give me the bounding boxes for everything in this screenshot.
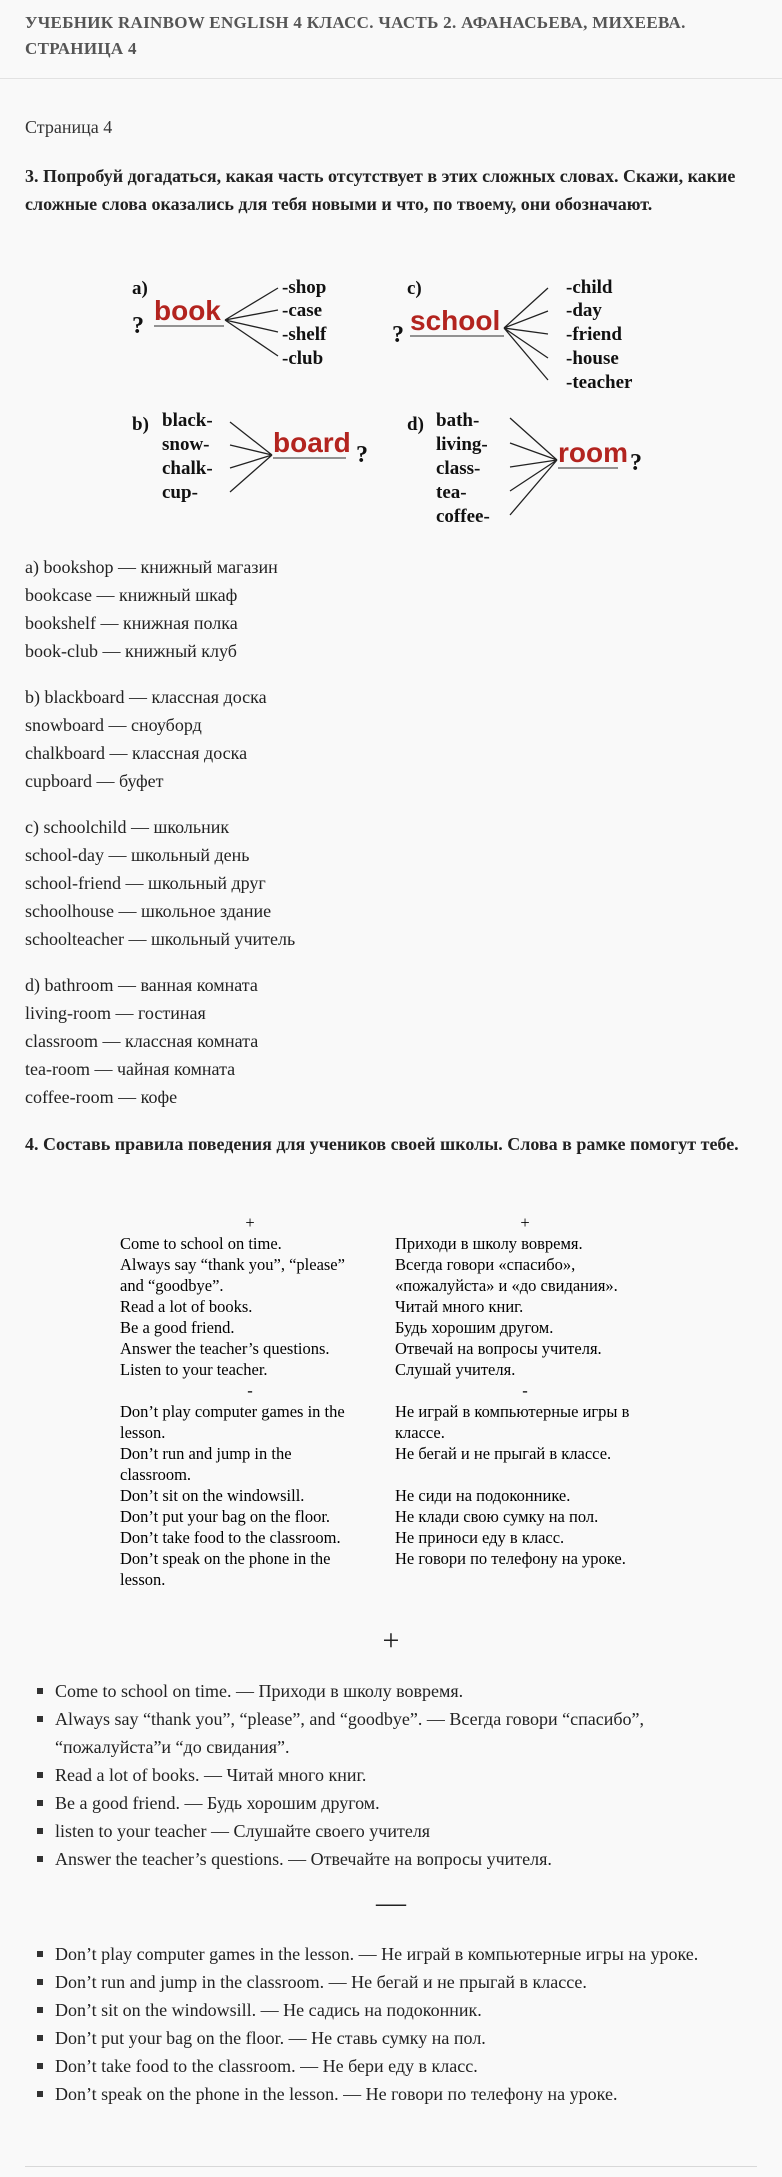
list-item: Don’t play computer games in the lesson. — Не играй в компьютерные игры на уроке.	[55, 1940, 735, 1968]
rule-cell: Не приноси еду в класс.	[395, 1528, 565, 1547]
task-4-heading: 4. Составь правила поведения для учеников своей школы. Слова в рамке помогут тебе.	[25, 1134, 739, 1154]
diagram-d-question-mark: ?	[630, 450, 642, 476]
rule-cell	[395, 1569, 665, 1590]
plus-rules-list	[55, 1677, 735, 1873]
diagram-b-question-mark: ?	[356, 442, 368, 468]
diagram-c-question-mark: ?	[392, 322, 404, 348]
minus-sign: -	[522, 1381, 528, 1400]
rule-cell: Don’t put your bag on the floor.	[120, 1507, 331, 1526]
rules-column-english	[120, 1212, 380, 1590]
rule-cell: and “goodbye”.	[120, 1276, 224, 1295]
diagram-d-letter: d)	[407, 414, 424, 435]
rule-cell: Слушай учителя.	[395, 1360, 516, 1379]
rule-cell: Будь хорошим другом.	[395, 1318, 554, 1337]
answer-line: schoolteacher — школьный учитель	[25, 929, 296, 949]
rule-cell	[395, 1464, 665, 1485]
page-title: УЧЕБНИК RAINBOW ENGLISH 4 КЛАСС. ЧАСТЬ 2. АФАНАСЬЕВА, МИХЕЕВА. СТРАНИЦА 4	[25, 13, 686, 58]
diagram-a-letter: a)	[132, 278, 148, 299]
diagram-b-letter: b)	[132, 414, 149, 435]
diagram-a-root-word: book	[154, 295, 221, 326]
list-item: Don’t run and jump in the classroom. — Не бегай и не прыгай в классе.	[55, 1968, 735, 1996]
list-item: Read a lot of books. — Читай много книг.	[55, 1761, 735, 1789]
diagram-c-part-1: -child	[566, 277, 613, 298]
diagram-d-part-4: tea-	[436, 482, 467, 503]
rule-cell: Приходи в школу вовремя.	[395, 1234, 583, 1253]
list-item: Don’t take food to the classroom. — Не бери еду в класс.	[55, 2052, 735, 2080]
answer-line: bookshelf — книжная полка	[25, 613, 238, 633]
list-item: Be a good friend. — Будь хорошим другом.	[55, 1789, 735, 1817]
plus-sign: +	[520, 1213, 530, 1232]
minus-section-heading: —	[376, 1886, 406, 1919]
diagram-c-connector-lines	[504, 288, 548, 380]
answer-line: living-room — гостиная	[25, 1003, 206, 1023]
rule-cell: Не бегай и не прыгай в классе.	[395, 1444, 612, 1463]
diagram-c-part-5: -teacher	[566, 372, 633, 393]
diagram-d-part-2: living-	[436, 434, 488, 455]
answers-d	[25, 971, 725, 1111]
diagram-c-part-2: -day	[566, 300, 602, 321]
rule-cell: классе.	[395, 1423, 445, 1442]
diagram-a-question-mark: ?	[132, 313, 144, 339]
answer-line: snowboard — сноуборд	[25, 715, 202, 735]
rule-cell: classroom.	[120, 1465, 192, 1484]
answer-line: tea-room — чайная комната	[25, 1059, 236, 1079]
rule-cell: Всегда говори «спасибо»,	[395, 1255, 576, 1274]
rule-cell: Не сиди на подоконнике.	[395, 1486, 571, 1505]
answer-line: school-day — школьный день	[25, 845, 250, 865]
rule-cell: Не клади свою сумку на пол.	[395, 1507, 599, 1526]
diagram-b-part-4: cup-	[162, 482, 198, 503]
list-item: listen to your teacher — Слушайте своего учителя	[55, 1817, 735, 1845]
rule-cell: Don’t take food to the classroom.	[120, 1528, 341, 1547]
diagram-b-part-2: snow-	[162, 434, 210, 455]
answer-line: cupboard — буфет	[25, 771, 164, 791]
diagram-b-connector-lines	[230, 422, 272, 492]
page-header	[0, 0, 782, 79]
rules-table	[120, 1212, 670, 1607]
rule-cell: Come to school on time.	[120, 1234, 282, 1253]
rule-cell: Отвечай на вопросы учителя.	[395, 1339, 602, 1358]
compound-words-diagram	[120, 270, 660, 535]
diagram-d-part-5: coffee-	[436, 506, 490, 527]
rule-cell: Don’t run and jump in the	[120, 1444, 292, 1463]
diagram-d-part-3: class-	[436, 458, 481, 479]
plus-sign: +	[245, 1213, 255, 1232]
plus-section-heading: +	[382, 1624, 400, 1657]
answer-line: d) bathroom — ванная комната	[25, 975, 258, 995]
list-item: Don’t speak on the phone in the lesson. — Не говори по телефону на уроке.	[55, 2080, 735, 2108]
answer-line: classroom — классная комната	[25, 1031, 259, 1051]
rule-cell: Read a lot of books.	[120, 1297, 253, 1316]
rule-cell: Listen to your teacher.	[120, 1360, 268, 1379]
answer-line: chalkboard — классная доска	[25, 743, 248, 763]
list-item: Always say “thank you”, “please”, and “goodbye”. — Всегда говори “спасибо”, “пожалуйста”и “до свидания”.	[55, 1705, 735, 1761]
answers-c	[25, 813, 725, 953]
page-number-label: Страница 4	[25, 117, 113, 137]
task-3-heading: 3. Попробуй догадаться, какая часть отсутствует в этих сложных словах. Скажи, какие сложные слова оказались для тебя новыми и что, по твоему, они обозначают.	[25, 166, 736, 214]
diagram-d-part-1: bath-	[436, 410, 480, 431]
minus-sign: -	[247, 1381, 253, 1400]
minus-rules-list	[55, 1940, 735, 2108]
diagram-c-root-word: school	[410, 305, 501, 336]
diagram-b-root-word: board	[273, 427, 351, 458]
answer-line: coffee-room — кофе	[25, 1087, 178, 1107]
rule-cell: Читай много книг.	[395, 1297, 524, 1316]
list-item: Don’t put your bag on the floor. — Не ставь сумку на пол.	[55, 2024, 735, 2052]
answer-line: b) blackboard — классная доска	[25, 687, 267, 707]
rule-cell: Не говори по телефону на уроке.	[395, 1549, 626, 1568]
answer-line: a) bookshop — книжный магазин	[25, 557, 278, 577]
rule-cell: lesson.	[120, 1423, 166, 1442]
answer-line: bookcase — книжный шкаф	[25, 585, 238, 605]
rule-cell: Don’t speak on the phone in the	[120, 1549, 331, 1568]
diagram-c-letter: c)	[407, 278, 422, 299]
diagram-c-part-3: -friend	[566, 324, 622, 345]
diagram-b-part-1: black-	[162, 410, 213, 431]
list-item: Don’t sit on the windowsill. — Не садись на подоконник.	[55, 1996, 735, 2024]
footer-divider	[25, 2166, 757, 2167]
diagram-a-part-4: -club	[282, 348, 324, 369]
rule-cell: Не играй в компьютерные игры в	[395, 1402, 630, 1421]
rules-column-russian	[395, 1212, 665, 1590]
answers-a	[25, 553, 725, 665]
list-item: Answer the teacher’s questions. — Отвечайте на вопросы учителя.	[55, 1845, 735, 1873]
answers-b	[25, 683, 725, 795]
diagram-c-part-4: -house	[566, 348, 619, 369]
diagram-b-part-3: chalk-	[162, 458, 213, 479]
diagram-d-connector-lines	[510, 418, 557, 515]
rule-cell: Be a good friend.	[120, 1318, 235, 1337]
rule-cell: «пожалуйста» и «до свидания».	[395, 1276, 618, 1295]
diagram-a-connector-lines	[225, 288, 278, 356]
answer-line: schoolhouse — школьное здание	[25, 901, 272, 921]
rule-cell: Don’t play computer games in the	[120, 1402, 345, 1421]
rule-cell: Answer the teacher’s questions.	[120, 1339, 330, 1358]
rule-cell: lesson.	[120, 1570, 166, 1589]
list-item: Come to school on time. — Приходи в школу вовремя.	[55, 1677, 735, 1705]
diagram-a-part-2: -case	[282, 300, 323, 321]
answer-line: school-friend — школьный друг	[25, 873, 266, 893]
diagram-d-root-word: room	[558, 437, 628, 468]
diagram-a-part-3: -shelf	[282, 324, 327, 345]
diagram-a-part-1: -shop	[282, 277, 327, 298]
rule-cell: Don’t sit on the windowsill.	[120, 1486, 305, 1505]
answer-line: book-club — книжный клуб	[25, 641, 237, 661]
answer-line: c) schoolchild — школьник	[25, 817, 230, 837]
rule-cell: Always say “thank you”, “please”	[120, 1255, 345, 1274]
